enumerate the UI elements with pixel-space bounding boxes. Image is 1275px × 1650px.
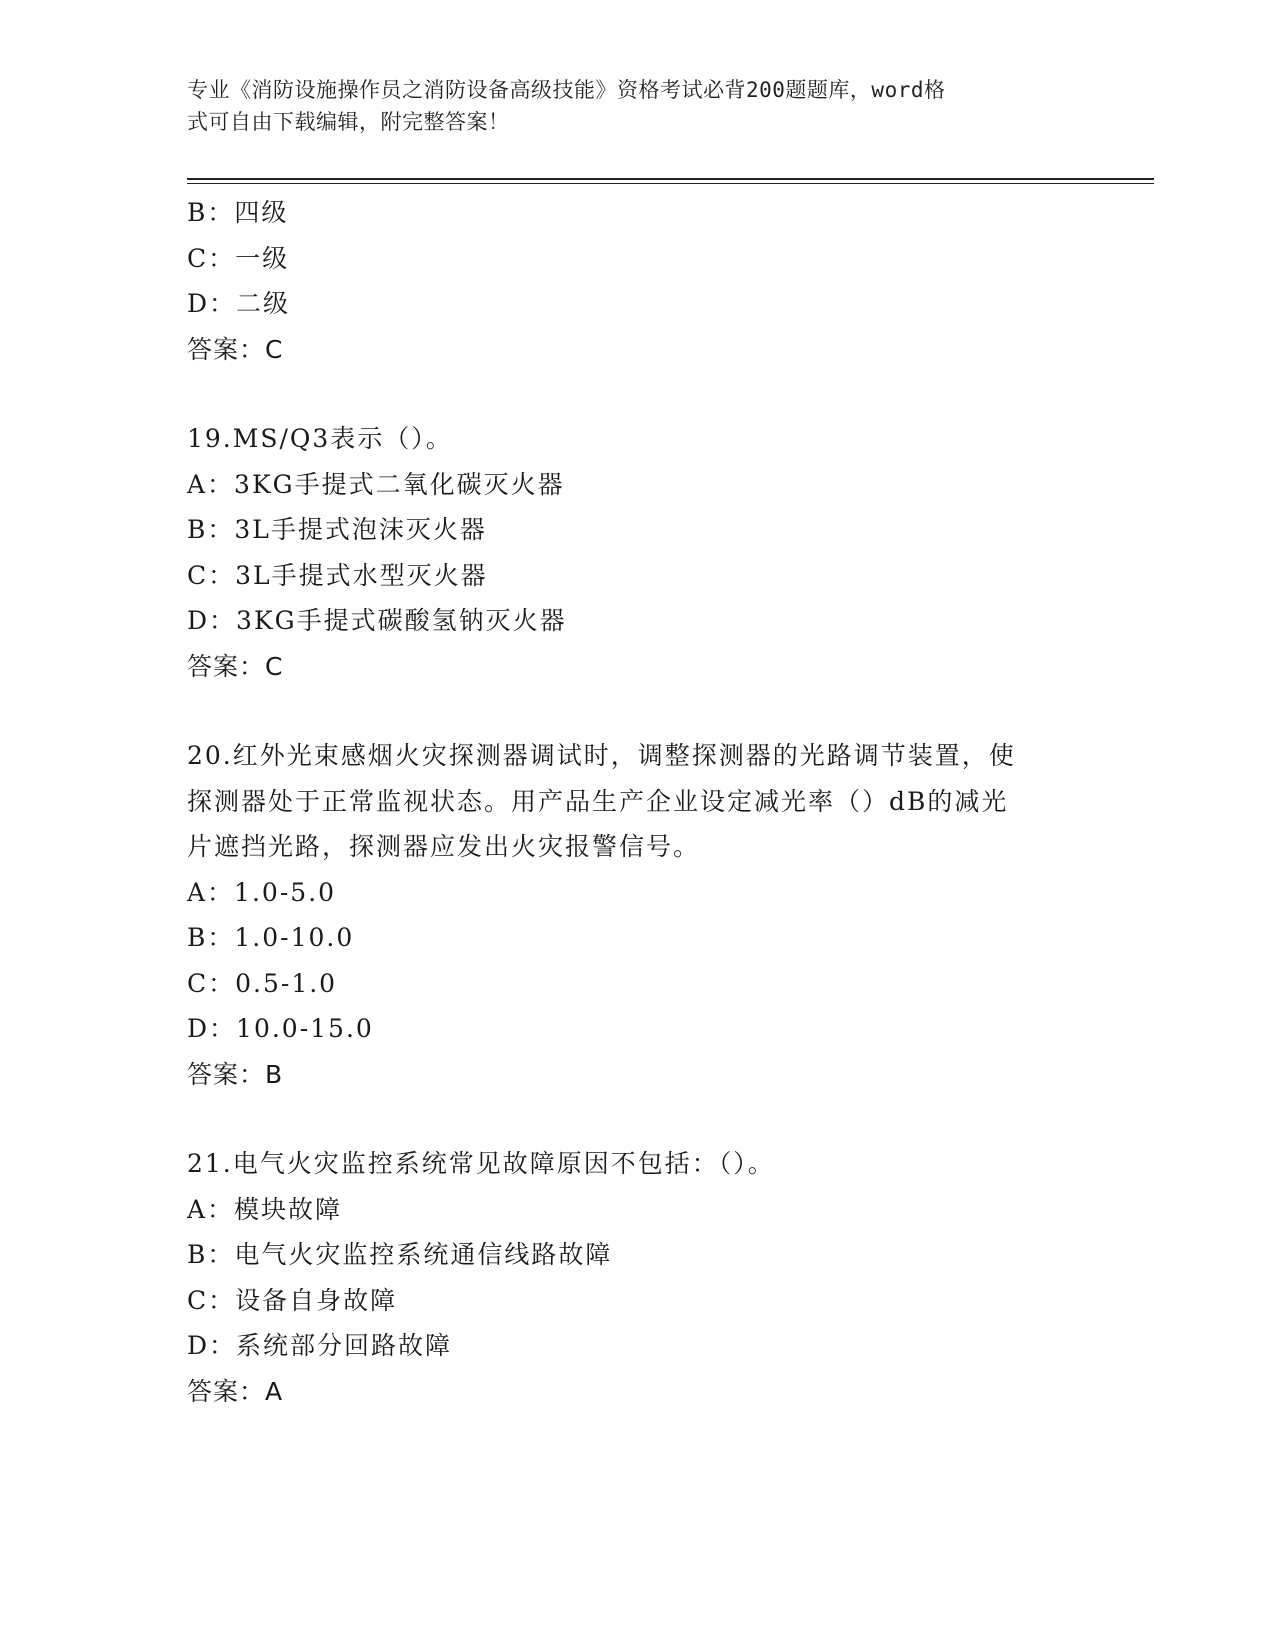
option-c: C：一级 <box>187 243 290 273</box>
answer-line: 答案：C <box>187 651 284 681</box>
option-b: B：3L手提式泡沫灭火器 <box>187 515 487 544</box>
option-b: B：1.0-10.0 <box>187 923 355 952</box>
question-20 <box>187 733 1087 1097</box>
option-b: B：四级 <box>187 198 289 227</box>
header-line-1: 专业《消防设施操作员之消防设备高级技能》资格考试必背200题题库，word格 <box>187 78 946 102</box>
answer-line: 答案：A <box>187 1376 284 1406</box>
option-d: D：10.0-15.0 <box>187 1014 374 1043</box>
question-21 <box>187 1141 1087 1414</box>
question-content <box>187 190 1087 1414</box>
question-19 <box>187 416 1087 689</box>
option-c: C：0.5-1.0 <box>187 968 338 998</box>
question-stem: 19.MS/Q3表示（）。 <box>187 424 453 453</box>
header-divider-thin <box>187 183 1154 184</box>
question-18-tail <box>187 190 1087 372</box>
option-c: C：设备自身故障 <box>187 1285 398 1315</box>
option-d: D：二级 <box>187 289 291 318</box>
option-c: C：3L手提式水型灭火器 <box>187 560 488 590</box>
option-d: D：系统部分回路故障 <box>187 1331 453 1360</box>
option-a: A：3KG手提式二氧化碳灭火器 <box>187 469 565 499</box>
question-stem-line-3: 片遮挡光路，探测器应发出火灾报警信号。 <box>187 832 701 861</box>
header-divider-thick <box>187 178 1154 180</box>
question-stem-line-1: 20.红外光束感烟火灾探测器调试时，调整探测器的光路调节装置，使 <box>187 741 1016 770</box>
option-b: B：电气火灾监控系统通信线路故障 <box>187 1240 613 1269</box>
question-stem: 21.电气火灾监控系统常见故障原因不包括：（）。 <box>187 1149 775 1178</box>
question-stem-line-2: 探测器处于正常监视状态。用产品生产企业设定减光率（）dB的减光 <box>187 786 1009 816</box>
option-d: D：3KG手提式碳酸氢钠灭火器 <box>187 606 567 635</box>
option-a: A：1.0-5.0 <box>187 877 337 907</box>
answer-line: 答案：B <box>187 1059 284 1089</box>
answer-line: 答案：C <box>187 334 284 364</box>
option-a: A：模块故障 <box>187 1194 343 1224</box>
header-line-2: 式可自由下载编辑，附完整答案！ <box>187 110 510 134</box>
document-header <box>187 74 1067 138</box>
